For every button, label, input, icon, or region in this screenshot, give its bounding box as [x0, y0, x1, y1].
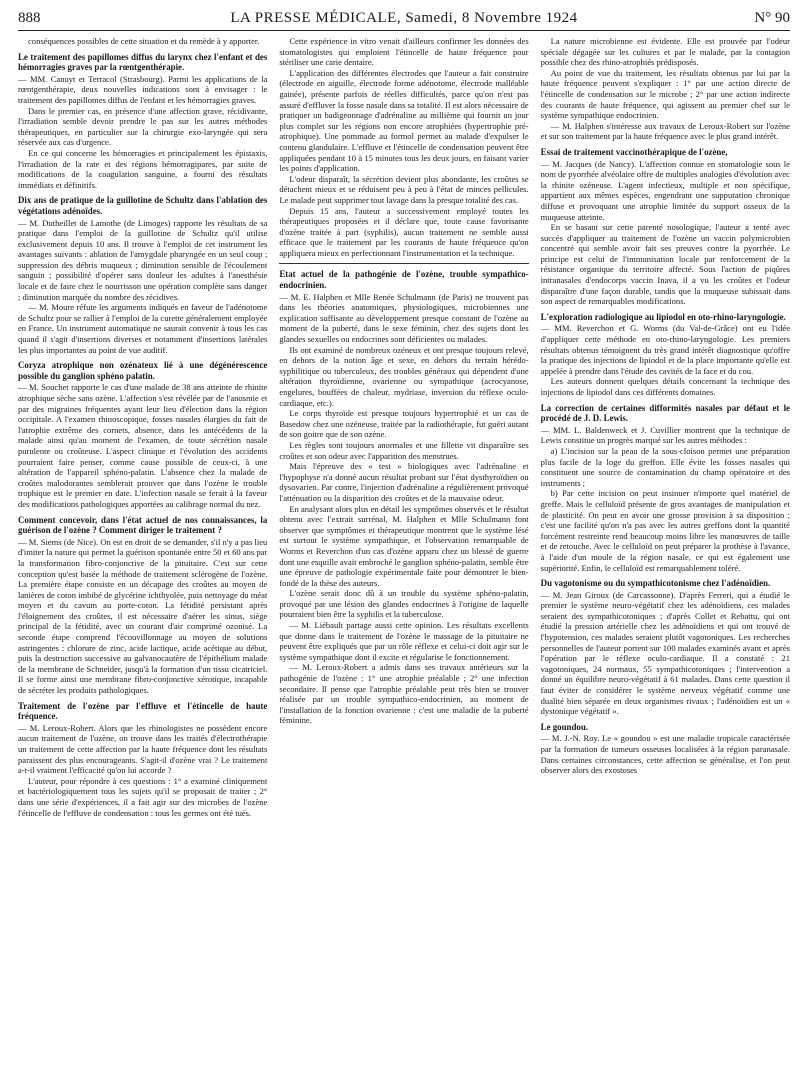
issue-number: N° 90 [754, 10, 790, 26]
article-heading: Dix ans de pratique de la guillotine de Schultz dans l'ablation des végétations adénoïdes. [18, 195, 268, 216]
article-paragraph: L'odeur disparaît, la sécrétion devient plus abondante, les croûtes se détachent mieux et se réduisent peu à peu à l'état de minces pellicules. Le malade peut supprimer tout lavage dans la presque totalité des cas. [279, 173, 529, 205]
article-paragraph: a) L'incision sur la peau de la sous-cloison permet une préparation plus facile de la loge du greffon. Elle évite les fosses nasales qui constituent une source de contamination du champ opératoire et des instruments ; [540, 445, 790, 488]
article [541, 36, 790, 142]
article-paragraph: Le corps thyroïde est presque toujours hypertrophié et un cas de Basedow chez une ozéneuse, traitée par la radiothérapie, fut guéri autant de son goitre que de son ozène. [279, 408, 529, 440]
article-paragraph: — M. Jacques (de Nancy). L'affection connue en stomatologie sous le nom de pyorrhée alvéolaire offre de multiples analogies d'évolution avec la rhinite ozéneuse. L'agent infectieux, multiple et non spécifique, appartient aux mêmes espèces, engendrant une suppuration chronique diffuse et provoquant une atrophie limitée du support osseux de la muqueuse atteinte. [540, 158, 790, 222]
article-paragraph: Les règles sont toujours anormales et une fillette vit disparaître ses croûtes et son odeur avec l'apparition des menstrues. [279, 439, 529, 461]
journal-title: LA PRESSE MÉDICALE, Samedi, 8 Novembre 1924 [230, 10, 578, 26]
page-number: 888 [18, 10, 41, 26]
article-paragraph: — M. E. Halphen et Mlle Renée Schulmann (de Paris) ne trouvent pas dans les théories anatomiques, physiologiques, microbiennes une explication suffisante au développement presque constant de l'ozène au moment de la puberté, dans le sexe féminin, chez des sujets dont les glandes sexuelles ou endocrines sont déficientes ou malades. [279, 291, 529, 345]
page-header [18, 8, 790, 31]
article-paragraph: — M. Dutheillet de Lamothe (de Limoges) rapporte les résultats de sa pratique dans l'emploi de la guillotine de Schultz qu'il utilise exclusivement depuis 10 ans. Il trouve à l'emploi de cet instrument les avantages suivants : ablation de l'amygdale pharyngée en un seul coup ; suppression des débris muqueux ; diminution sensible de l'écoulement sanguin ; possibilité d'opérer sans douleur les adultes à l'anesthésie locale et de faire chez le nourrisson une opération complète sans danger ; diminution marquée du nombre des récidives. [18, 217, 268, 302]
article-heading: Le goundou. [540, 721, 589, 732]
article [18, 701, 267, 819]
article-paragraph: Mais l'épreuve des « test » biologiques avec l'adrénaline et l'hypophyse n'a donné aucun résultat probant sur l'état dysthyroïdien ou dysovarien. Par contre, l'injection d'adrénaline a régulièrement provoqué l'atténuation ou la disparition des croûtes et de la mauvaise odeur. [279, 461, 529, 503]
article-paragraph: — M. Souchet rapporte le cas d'une malade de 38 ans atteinte de rhinite atrophique sèche sans ozène. L'affection s'est révélée par de l'anosmie et par des migraines fréquentes ayant leur lieu d'élection dans la région occipitale. A l'examen rhinoscopique, fosses nasales élargies du fait de l'atrophie extrême des cornets, absence, dans les antécédents de la malade ainsi qu'au moment de l'examen, de toute sécrétion nasale purulente ou croûteuse. L'aspect clinique et l'évolution des accidents pourraient faire penser, comme cause possible de ceux-ci, à une altération de l'appareil sphéno-palatin. L'absence chez la malade de croûtes malodorantes semblerait prouver que dans l'ozène le trouble trophique est le premier en date. L'infection nasale se ferait à la faveur des modifications pathologiques apportées au calibrage normal du nez. [18, 382, 268, 509]
article-columns [18, 36, 790, 1076]
article [18, 52, 267, 191]
article [541, 403, 790, 574]
article-paragraph: Cette expérience in vitro venait d'ailleurs confirmer les données des stomatologistes qui emploient l'étincelle de haute fréquence pour stériliser une carie dentaire. [279, 36, 529, 68]
article-paragraph: — MM. Canuyt et Terracol (Strasbourg). Parmi les applications de la rœntgenthérapie, deux nouvelles indications sont à envisager : le traitement des papillomes diffus de l'enfant et les hémorragies graves. [18, 73, 268, 105]
article-paragraph: L'auteur, pour répondre à ces questions : 1° a examiné cliniquement et bactériologiquement tous les sujets qu'il se proposait de traiter ; 2° dans une série d'expériences, il a fait agir sur des microbes de l'ozène l'étincelle de l'effluve de condensation : tous les germes ont été tués. [18, 775, 268, 818]
article-paragraph: — MM. Reverchon et G. Worms (du Val-de-Grâce) ont eu l'idée d'appliquer cette méthode en oto-rhino-laryngologie. Les premiers résultats obtenus témoignent du très grand intérêt diagnostique qu'offre la pratique des injections de lipiodol et de la place importante qu'elle est appelée à prendre dans l'étude des cavités de la face et du cou. [540, 323, 790, 376]
article-paragraph: Ils ont examiné de nombreux ozéneux et ont presque toujours relevé, en dehors de la notion âge et sexe, en dehors du terrain hérédo-syphilitique ou tuberculeux, des troubles généraux qui dépendent d'une altération thyroïdienne, ovarienne ou sympathique (acrocyanose, engelures, bouffées de chaleur, mydriase, inversion du réflexe oculo-cardiaque, etc.). [279, 344, 529, 408]
article-paragraph: conséquences possibles de cette situation et du remède à y apporter. [28, 36, 260, 46]
article-paragraph: — M. Liébault partage aussi cette opinion. Les résultats excellents que donne dans le traitement de l'ozène le massage de la pituitaire ne peuvent être expliqués que par un rôle réflexe et celui-ci doit agir sur le système sympathique dont il excite et régularise le fonctionnement. [279, 620, 529, 662]
article-paragraph: En se basant sur cette parenté nosologique, l'auteur a tenté avec succès d'appliquer au traitement de l'ozène un vaccin polymicrobien concentré qui semble avoir fait ses preuves contre la pyorrhée. Le principe est celui de l'immunisation locale par renforcement de la résistance organique du territoire affecté. Sous l'action de piqûres intranasales d'endocorps vaccin Inava, il a vu les croûtes et l'odeur disparaître d'une façon durable, tandis que la muqueuse subissait dans son aspect de remarquables modifications. [540, 222, 790, 307]
article [541, 312, 790, 398]
text-column-1 [18, 36, 267, 1076]
article-heading: Essai de traitement vaccinothérapique de l'ozène, [540, 146, 728, 157]
text-column-3 [541, 36, 790, 1076]
article-heading: La correction de certaines difformités nasales par défaut et le procédé de J. D. Lewis. [540, 402, 790, 424]
article-paragraph: En analysant alors plus en détail les symptômes observés et le résultat obtenu avec l'extrait surrénal, M. Halphen et Mlle Schulmann font observer que symptômes et thérapeutique montrent que le système lésé est surtout le système sympathique, et l'observation remarquable de Worms et Reverchon d'un cas d'ozène apparu chez un blessé de guerre dont une esquille avait embroché le ganglion sphéno-palatin, semble être une épreuve de pathologie expérimentale faite pour démontrer le bien-fondé de la thèse des auteurs. [279, 503, 529, 588]
article-heading: Etat actuel de la pathogénie de l'ozène, trouble sympathico-endocrinien. [279, 269, 529, 291]
article [18, 195, 267, 355]
article [541, 147, 790, 307]
article [279, 263, 528, 726]
article-paragraph: — M. J.-N. Roy. Le « goundou » est une maladie tropicale caractérisée par la formation de tumeurs osseuses localisées à la région paranasale. Dans certaines circonstances, cette affection se généralise, et l'on peut observer alors des exostoses [540, 733, 790, 776]
article-paragraph: Dans le premier cas, en présence d'une affection grave, récidivante, l'irradiation semble devoir prendre le pas sur les autres méthodes thérapeutiques, en particulier sur la chirurgie exo-laryngée qui sera réservée aux cas d'urgence. [18, 105, 268, 148]
article-heading: Le traitement des papillomes diffus du larynx chez l'enfant et des hémorragies graves par la rœntgenthérapie. [18, 51, 268, 73]
article-paragraph: Depuis 15 ans, l'auteur a successivement employé toutes les thérapeutiques proposées et il déclare que, toute cause favorisante d'ozène traitée à part (syphilis), aucun traitement ne semble aussi efficace que le traitement par les courants de haute fréquence qu'on appliquera mieux en perfectionnant l'instrumentation et la technique. [279, 205, 529, 258]
text-column-2 [279, 36, 528, 1076]
article-paragraph: La nature microbienne est évidente. Elle est prouvée par l'odeur spéciale dégagée sur les cultures et par le malade, par la contagion possible chez des rhino-atrophiés prédisposés. [540, 36, 790, 68]
article-paragraph: — M. Siems (de Nice). On est en droit de se demander, s'il n'y a pas lieu d'imiter la nature qui permet la guérison spontanée entre 50 et 60 ans par la transformation fibro-conjonctive de la pituitaire. C'est sur cette conception qu'est basée la méthode de traitement sclérogène de l'ozène. La première étape consiste en un décapage des croûtes au moyen de lanières de coton imbibé de glycérine ichthyolée, puis nettoyage du méat moyen et du cavum au porte-coton. La fétidité persistant après l'éloignement des croûtes, il est nécessaire d'aérer les sinus, siège principal de la fétidité, avec un courant d'air comprimé ozonisé. La seconde étape comprend l'écouvillonnage au moyen de solutions astringentes : chlorure de zinc, acide lactique, acide acétique au début, puis la destruction successive au galvanocautère de l'épithélium malade de la membrane de Schneider, jusqu'à la formation d'un tissu cicatriciel. Il se forme ainsi une membrane fibro-conjonctive xérotique, incapable de sécréter les produits pathologiques. [18, 536, 268, 696]
article-paragraph: — M. Leroux-Robert. Alors que les rhinologistes ne possèdent encore aucun traitement de l'ozène, on trouve dans les traités d'électrothérapie un traitement de cette affection par la haute fréquence dont les résultats paraissent des plus encourageants. S'agit-il d'ozène vrai ? Le traitement a-t-il vraiment l'efficacité qu'on lui accorde ? [18, 722, 268, 776]
article-paragraph: — M. Jean Giroux (de Carcassonne). D'après Ferreri, qui a étudié le premier le système neuro-végétatif chez les adénoïdiens, ces malades seraient des sympathicotoniques ; d'après Collet et Rebattu, qui ont étudié la pression artérielle chez les adénoïdiens et qui ont trouvé de l'hypotension, ces malades seraient plutôt vagotoniques. Les recherches personnelles de l'auteur portent sur 100 malades examinés avant et après l'opération par le réflexe oculo-cardiaque. Il a constaté : 21 vagotoniques, 24 normaux, 55 sympathicotoniques ; l'intervention a donné un équilibre neuro-végétatif à 61 malades. Dans cette question il faut éviter de considérer le système nerveux végétatif comme une dualité bien séparée en deux organismes rivaux ; l'adénoïdien est un « dystonique végétatif ». [540, 589, 790, 717]
article-paragraph: b) Par cette incision on peut insinuer n'importe quel matériel de greffe. Mais le celluloïd présente de gros avantages de manipulation et de plasticité. On peut en avoir une grosse provision à sa disposition ; c'est une facilité qu'on n'a pas avec les autres greffons dont la quantité forcément restreinte rend beaucoup moins libre les manœuvres de taille et de retouche. Avec le celluloïd on peut préparer la prothèse à l'avance, à l'aide d'un moule de la région nasale, ce qui est également une supériorité. Enfin, le celluloïd est remarquablement toléré. [540, 488, 790, 573]
article [18, 360, 267, 509]
article-heading: Coryza atrophique non ozénateux lié à une dégénérescence possible du ganglion sphéno palatin. [18, 360, 268, 381]
article-paragraph: — M. Leroux-Robert a admis dans ses travaux antérieurs sur la pathogénie de l'ozène : 1° une atrophie préalable ; 2° une infection secondaire. Il pense que l'atrophie préalable peut très bien se trouver réalisée par un trouble sympathico-endocrinien, au moment de l'installation de la fonction ovarienne : c'est une maladie de la puberté féminine. [279, 662, 529, 726]
article-heading: L'exploration radiologique au lipiodol en oto-rhino-laryngologie. [540, 311, 786, 322]
article-paragraph: En ce qui concerne les hémorragies et principalement les épistaxis, l'irradiation de la rate et des régions hémorragipares, par suite de modifications de la coagulation sanguine, a fourni des résultats immédiats et définitifs. [18, 147, 268, 190]
article-heading: Traitement de l'ozène par l'effluve et l'étincelle de haute fréquence. [18, 700, 268, 722]
article [541, 578, 790, 717]
article-heading: Du vagotonisme ou du sympathicotonisme chez l'adénoïdien. [540, 578, 771, 589]
article-paragraph: L'ozène serait donc dû à un trouble du système sphéno-palatin, provoqué par une lésion des glandes endocrines à l'origine de laquelle pourraient bien être la syphilis et la tuberculose. [279, 588, 529, 620]
article [18, 36, 267, 47]
article [541, 722, 790, 776]
article-paragraph: Au point de vue du traitement, les résultats obtenus par lui par la haute fréquence peuvent s'expliquer : 1° par une action directe de l'étincelle de condensation sur le microbe ; 2° par une action indirecte des courants de haute fréquence, qui agissent au premier chef sur le système sympathique endocrinien. [540, 67, 790, 121]
article-paragraph: — M. Moure réfute les arguments indiqués en faveur de l'adénotome de Schultz pour se rallier à l'emploi de la curette généralement employée en France. Un instrument automatique ne saurait convenir à tous les cas quand il s'agit d'insertions diverses et notamment d'insertions latérales les plus importantes au point de vue auditif. [18, 302, 268, 355]
article-heading: Comment concevoir, dans l'état actuel de nos connaissances, la guérison de l'ozène ? Comment diriger le traitement ? [18, 514, 268, 536]
article-paragraph: L'application des différentes électrodes que l'auteur a fait construire (électrode en aiguille, électrode forme adénotome, électrode malléable gainée), présente parfois de réelles difficultés, parce qu'on n'est pas assuré d'effluver la fosse nasale dans sa totalité. Il est alors nécessaire de pratiquer un badigeonnage d'adrénaline au millième qui fournit un jour plus complet sur les régions non encore atrophiées (hypertrophie pré-atrophique). Une pommade au formol permet au malade d'expulser le contenu glandulaire. L'effluve et l'étincelle de condensation peuvent être appliquées pendant 10 à 15 minutes tous les deux jours, en faisant varier les points d'application. [279, 67, 529, 174]
article [279, 36, 528, 258]
article-paragraph: — M. Halphen s'intéresse aux travaux de Leroux-Robert sur l'ozène et sur son traitement par la haute fréquence avec le plus grand intérêt. [540, 120, 790, 142]
article [18, 515, 267, 696]
article-paragraph: — MM. L. Baldenweck et J. Cuvillier montrent que la technique de Lewis constitue un progrès marqué sur les autres méthodes : [540, 424, 790, 446]
article-paragraph: Les auteurs donnent quelques détails concernant la technique des injections de lipiodol dans ces différents domaines. [540, 376, 790, 397]
